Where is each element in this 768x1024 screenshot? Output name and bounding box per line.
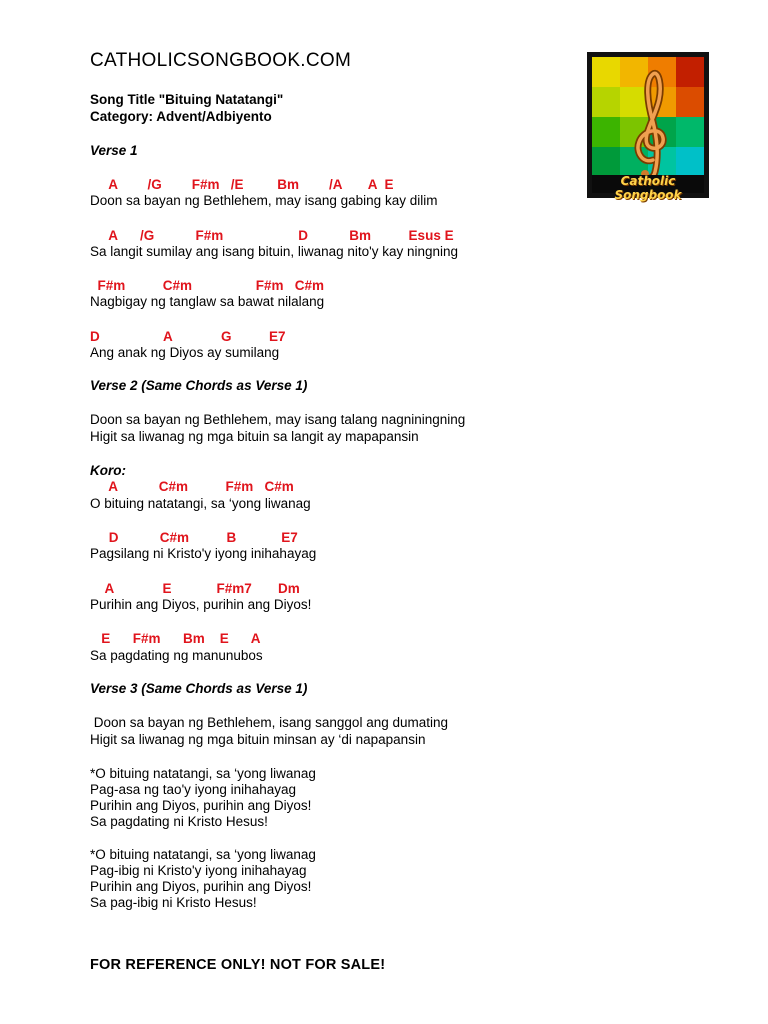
lyric-line: Pag-asa ng tao'y iyong inihahayag [90, 782, 296, 797]
catholic-songbook-logo [587, 52, 709, 202]
site-title: CATHOLICSONGBOOK.COM [90, 50, 352, 71]
chord-line: D C#m B E7 [90, 530, 298, 545]
verse1-heading: Verse 1 [90, 143, 138, 158]
footer-notice: FOR REFERENCE ONLY! NOT FOR SALE! [90, 957, 386, 973]
chord-line: A E F#m7 Dm [90, 581, 300, 596]
lyric-line: Sa pag-ibig ni Kristo Hesus! [90, 895, 257, 910]
chord-line: A /G F#m D Bm Esus E [90, 228, 454, 243]
lyric-line: *O bituing natatangi, sa ‘yong liwanag [90, 766, 316, 781]
lyric-line: Pag-ibig ni Kristo'y iyong inihahayag [90, 863, 307, 878]
song-title: Song Title "Bituing Natatangi" [90, 92, 284, 107]
lyric-line: Doon sa bayan ng Bethlehem, may isang talang nagniningning [90, 412, 466, 427]
lyric-line: Purihin ang Diyos, purihin ang Diyos! [90, 798, 312, 813]
lyric-line: O bituing natatangi, sa ‘yong liwanag [90, 496, 311, 511]
lyric-line: Sa pagdating ng manunubos [90, 648, 263, 663]
song-category: Category: Advent/Adbiyento [90, 109, 272, 124]
koro-heading: Koro: [90, 463, 126, 478]
logo-text: Catholic Songbook [614, 174, 682, 202]
lyric-line: Sa pagdating ni Kristo Hesus! [90, 814, 268, 829]
verse2-heading: Verse 2 (Same Chords as Verse 1) [90, 378, 308, 393]
lyric-line: Higit sa liwanag ng mga bituin sa langit ay mapapansin [90, 429, 419, 444]
lyric-line: Ang anak ng Diyos ay sumilang [90, 345, 280, 360]
lyric-line: Sa langit sumilay ang isang bituin, liwanag nito'y kay ningning [90, 244, 459, 259]
lyric-line: Higit sa liwanag ng mga bituin minsan ay ‘di napapansin [90, 732, 426, 747]
lyric-line: Doon sa bayan ng Bethlehem, may isang gabing kay dilim [90, 193, 438, 208]
chord-line: D A G E7 [90, 329, 286, 344]
verse3-heading: Verse 3 (Same Chords as Verse 1) [90, 681, 308, 696]
lyric-line: Nagbigay ng tanglaw sa bawat nilalang [90, 294, 325, 309]
chord-line: F#m C#m F#m C#m [90, 278, 325, 293]
lyric-line: Doon sa bayan ng Bethlehem, isang sanggol ang dumating [90, 715, 449, 730]
chord-line: A /G F#m /E Bm /A A E [90, 177, 394, 192]
chord-line: A C#m F#m C#m [90, 479, 294, 494]
chord-line: E F#m Bm E A [90, 631, 261, 646]
lyric-line: *O bituing natatangi, sa ‘yong liwanag [90, 847, 316, 862]
lyric-line: Purihin ang Diyos, purihin ang Diyos! [90, 597, 312, 612]
lyric-line: Pagsilang ni Kristo'y iyong inihahayag [90, 546, 317, 561]
lyric-line: Purihin ang Diyos, purihin ang Diyos! [90, 879, 312, 894]
